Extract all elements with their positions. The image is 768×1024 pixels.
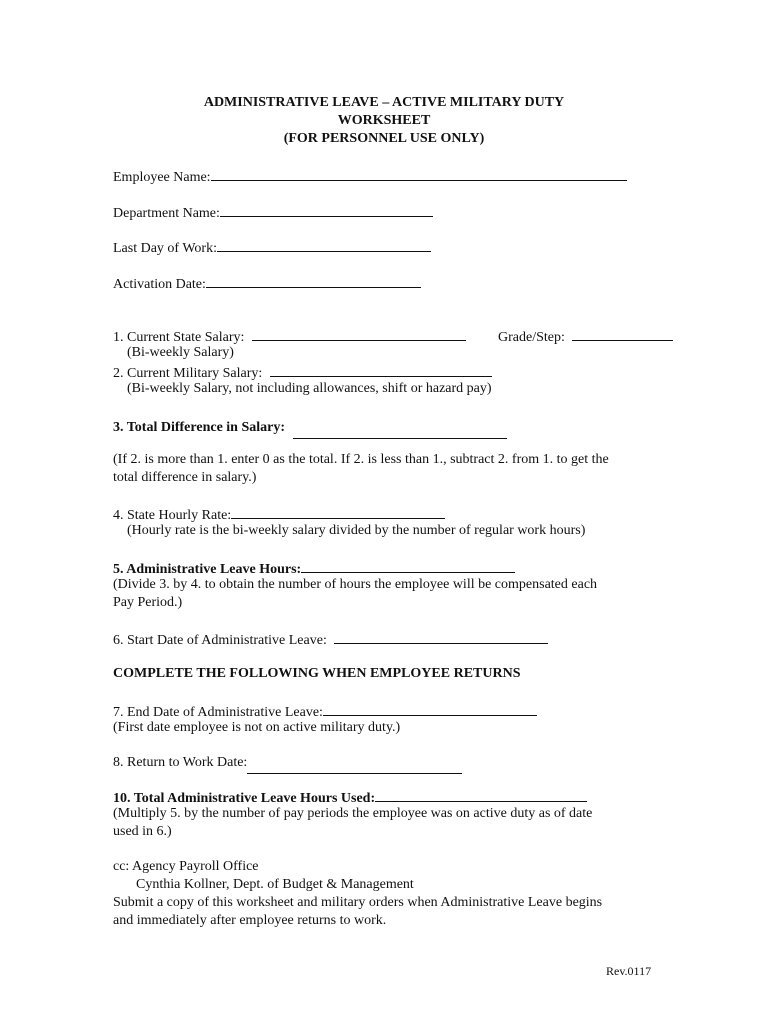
return-to-work-date-field[interactable] bbox=[247, 759, 462, 774]
item8-label: 8. Return to Work Date: bbox=[113, 755, 248, 770]
last-day-of-work-label: Last Day of Work: bbox=[113, 241, 217, 256]
item5-note-line2: Pay Period.) bbox=[113, 595, 183, 610]
item4-label: 4. State Hourly Rate: bbox=[113, 508, 232, 523]
current-military-salary-field[interactable] bbox=[270, 362, 492, 377]
item5-label: 5. Administrative Leave Hours: bbox=[113, 562, 302, 577]
employee-name-field[interactable] bbox=[211, 166, 627, 181]
department-name-row bbox=[113, 202, 433, 223]
department-name-label: Department Name: bbox=[113, 206, 220, 221]
item2-note: (Bi-weekly Salary, not including allowances, shift or hazard pay) bbox=[127, 381, 492, 396]
employee-name-row bbox=[113, 166, 627, 187]
last-day-of-work-row bbox=[113, 237, 431, 258]
submit-line1: Submit a copy of this worksheet and military orders when Administrative Leave begins bbox=[113, 895, 603, 910]
activation-date-field[interactable] bbox=[206, 273, 421, 288]
end-date-field[interactable] bbox=[323, 701, 537, 716]
activation-date-row bbox=[113, 273, 421, 294]
item7-note: (First date employee is not on active military duty.) bbox=[113, 720, 401, 735]
employee-name-label: Employee Name: bbox=[113, 170, 211, 185]
item10-note-line1: (Multiply 5. by the number of pay periods the employee was on active duty as of date bbox=[113, 806, 593, 821]
item10-label: 10. Total Administrative Leave Hours Used: bbox=[113, 791, 376, 806]
form-title-line1: ADMINISTRATIVE LEAVE – ACTIVE MILITARY DUTY bbox=[203, 95, 565, 110]
last-day-of-work-field[interactable] bbox=[217, 237, 431, 252]
item10-note-line2: used in 6.) bbox=[113, 824, 172, 839]
total-leave-hours-used-field[interactable] bbox=[375, 787, 587, 802]
state-hourly-rate-field[interactable] bbox=[231, 504, 445, 519]
current-state-salary-field[interactable] bbox=[252, 326, 466, 341]
start-date-field[interactable] bbox=[334, 629, 548, 644]
item7-label: 7. End Date of Administrative Leave: bbox=[113, 705, 323, 720]
total-difference-field[interactable] bbox=[293, 424, 507, 439]
item8-row bbox=[113, 751, 462, 772]
item3-label: 3. Total Difference in Salary: bbox=[113, 420, 286, 435]
submit-line2: and immediately after employee returns to work. bbox=[113, 913, 387, 928]
item3-row bbox=[113, 416, 507, 437]
item3-note-line2: total difference in salary.) bbox=[113, 470, 257, 485]
revision-number: Rev.0117 bbox=[606, 964, 652, 978]
grade-step-label: Grade/Step: bbox=[498, 330, 565, 345]
activation-date-label: Activation Date: bbox=[113, 277, 206, 292]
item1-label: 1. Current State Salary: bbox=[113, 330, 245, 345]
item3-note-line1: (If 2. is more than 1. enter 0 as the total. If 2. is less than 1., subtract 2. from 1. to get the bbox=[113, 452, 609, 467]
returns-section-heading: COMPLETE THE FOLLOWING WHEN EMPLOYEE RETURNS bbox=[113, 666, 521, 681]
admin-leave-hours-field[interactable] bbox=[301, 558, 515, 573]
grade-step-field[interactable] bbox=[572, 326, 673, 341]
item2-label: 2. Current Military Salary: bbox=[113, 366, 263, 381]
cc-line2: Cynthia Kollner, Dept. of Budget & Management bbox=[136, 877, 414, 892]
form-title-line2: WORKSHEET bbox=[337, 113, 431, 128]
item5-note-line1: (Divide 3. by 4. to obtain the number of hours the employee will be compensated each bbox=[113, 577, 598, 592]
grade-step-row bbox=[498, 326, 673, 347]
department-name-field[interactable] bbox=[220, 202, 433, 217]
item6-label: 6. Start Date of Administrative Leave: bbox=[113, 633, 327, 648]
cc-line1: cc: Agency Payroll Office bbox=[113, 859, 259, 874]
item1-note: (Bi-weekly Salary) bbox=[127, 345, 234, 360]
item6-row bbox=[113, 629, 548, 650]
item4-note: (Hourly rate is the bi-weekly salary divided by the number of regular work hours) bbox=[127, 523, 586, 538]
form-title-line3: (FOR PERSONNEL USE ONLY) bbox=[283, 131, 485, 146]
